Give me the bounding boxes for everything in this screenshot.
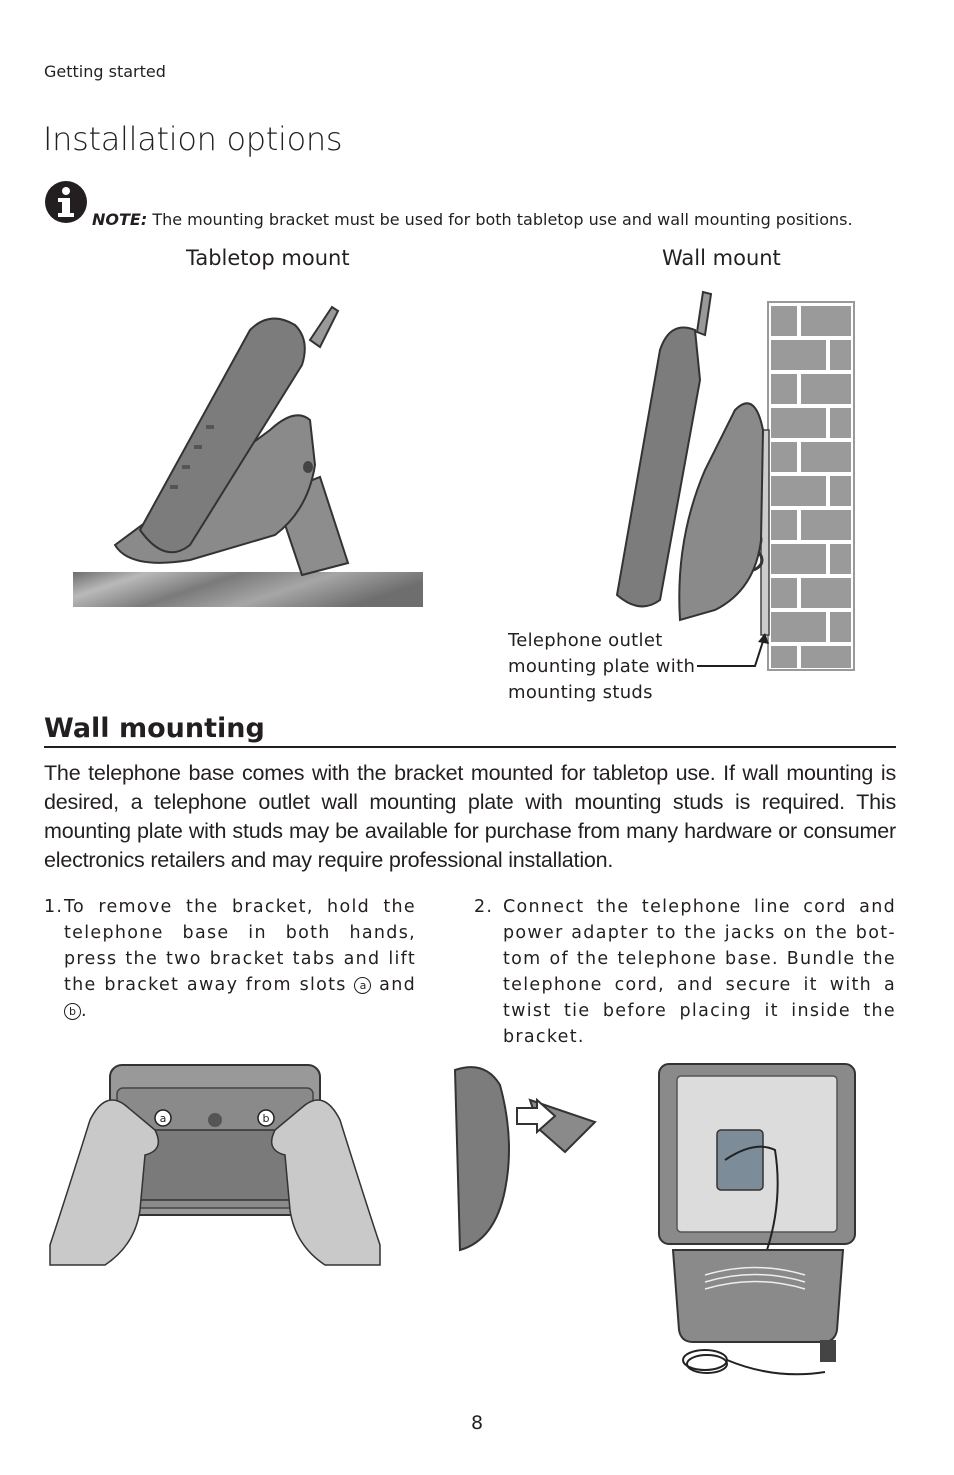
note-text: [92, 210, 853, 229]
bracket-detach-illustration: [445, 1060, 600, 1255]
bracket-removal-illustration: [45, 1060, 385, 1275]
mounting-plate-callout: Telephone outlet mounting plate with mounting studs: [508, 630, 696, 703]
wall-mounting-paragraph: The telephone base comes with the bracket mounted for tabletop use. If wall mounting is desired, a telephone outlet wall mounting plate with mounting studs is required. This mounting plate with studs may be available for purchase from many hardware or consumer electronics retailers and may require professional installation.: [44, 761, 896, 872]
slot-b-marker: b: [64, 1003, 81, 1020]
step-2: [474, 894, 896, 1050]
step-1-and: and: [379, 975, 416, 995]
note-body: The mounting bracket must be used for both tabletop use and wall mounting positions.: [147, 210, 853, 229]
note-label: NOTE:: [92, 210, 148, 229]
step-2-text: Connect the telephone line cord and power adapter to the jacks on the bot-tom of the telephone base. Bundle the telephone cord, and secure it with a twist tie before placing it inside the bracket.: [503, 897, 896, 1047]
step-1-text: To remove the bracket, hold the telephone base in both hands, press the two bracket tabs and lift the bracket away from slots: [64, 897, 416, 995]
figure-label-b: b: [262, 1112, 270, 1125]
step-1: [44, 894, 416, 1024]
info-icon: [44, 180, 88, 224]
page-number: 8: [470, 1412, 484, 1434]
slot-a-marker: a: [354, 977, 371, 994]
cord-connection-illustration: [655, 1060, 860, 1390]
wall-mounting-heading: Wall mounting: [44, 713, 265, 744]
tabletop-mount-caption: Tabletop mount: [186, 246, 350, 270]
wall-mount-caption: Wall mount: [662, 246, 781, 270]
step-1-period: .: [81, 1001, 88, 1021]
heading-rule: [44, 746, 896, 748]
wall-mount-illustration: [605, 290, 860, 675]
step-1-number: 1.: [44, 897, 64, 917]
page-title: Installation options: [43, 120, 343, 158]
section-label: Getting started: [44, 62, 166, 81]
step-2-number: 2.: [474, 897, 494, 917]
tabletop-mount-illustration: [70, 295, 430, 613]
figure-label-a: a: [159, 1112, 167, 1125]
